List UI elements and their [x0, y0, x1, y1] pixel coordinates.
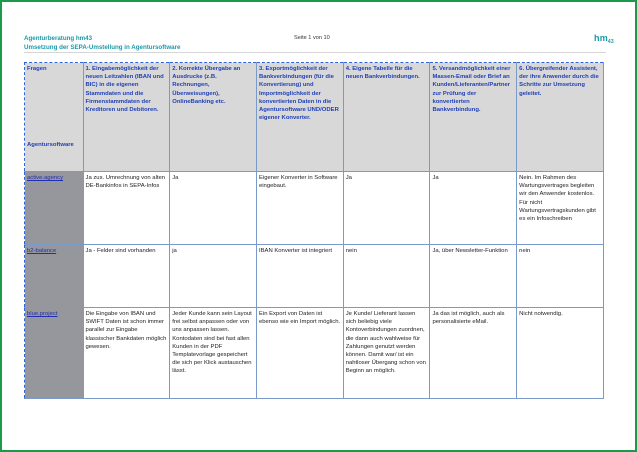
table-cell: Die Eingabe von IBAN und SWIFT Daten ist schon immer parallel zur Eingabe klassischer Bankdaten möglich gewesen.: [83, 308, 170, 399]
table-cell: Nicht notwendig.: [517, 308, 604, 399]
table-cell: Nein. Im Rahmen des Wartungsvertrages begleiten wir den Anwender kostenlos. Für nicht Wartungsvertragskunden gibt es ein Infoschreiben: [517, 172, 604, 245]
header-cell-questions: [25, 63, 84, 172]
table-row: [25, 172, 604, 245]
header-cell-6: 6. Übergreifender Assistent, der ihre Anwender durch die Schritte zur Umsetzung geleitet.: [517, 63, 604, 172]
header-cell-4: 4. Eigene Tabelle für die neuen Bankverbindungen.: [343, 63, 430, 172]
table-cell: nein: [517, 245, 604, 308]
table-cell: Ein Export von Daten ist ebenso wie ein Import möglich.: [256, 308, 343, 399]
table-cell: Ja - Felder sind vorhanden: [83, 245, 170, 308]
software-link-blue-project[interactable]: blue.project: [27, 311, 58, 317]
header-cell-1: 1. Eingabemöglichkeit der neuen Leitzahlen (IBAN und BIC) in die eigenen Stammdaten und die Firmenstammdaten der Kreditoren und Debitoren.: [83, 63, 170, 172]
hm43-logo: [594, 33, 614, 45]
header-cell-2: 2. Korrekte Übergabe an Ausdrucke (z.B. Rechnungen, Überweisungen), OnlineBanking etc.: [170, 63, 257, 172]
table-row: [25, 245, 604, 308]
document-header: [24, 34, 180, 52]
header-company: Agenturberatung hm43: [24, 35, 93, 42]
table-cell: Ja, über Newsletter-Funktion: [430, 245, 517, 308]
logo-sub: 43: [607, 39, 614, 45]
table-cell: Je Kunde/ Lieferant lassen sich beliebig viele Kontoverbindungen zuordnen, die dann auch wahlweise für Zahlungen genutzt werden können. Damit war/ ist ein nahtloser Übergang schon von Beginn an möglich.: [343, 308, 430, 399]
software-name-cell: [25, 308, 84, 399]
table-cell: Ja das ist möglich, auch als personalisierte eMail.: [430, 308, 517, 399]
table-cell: nein: [343, 245, 430, 308]
logo-main: hm: [594, 33, 608, 43]
comparison-table: [24, 62, 604, 399]
table-header-row: [25, 63, 604, 172]
table-cell: IBAN Konverter ist integriert: [256, 245, 343, 308]
software-name-cell: [25, 245, 84, 308]
table-cell: Ja: [343, 172, 430, 245]
header-cell-5: 5. Versandmöglichkeit einer Massen-Email oder Brief an Kunden/Lieferanten/Partner zur Prüfung der konvertierten Bankverbindung.: [430, 63, 517, 172]
software-name-cell: [25, 172, 84, 245]
table-cell: Ja zus. Umrechnung von alten DE-Bankinfos in SEPA-Infos: [83, 172, 170, 245]
header-subtitle: Umsetzung der SEPA-Umstellung in Agentursoftware: [24, 44, 181, 51]
software-link-active-agency[interactable]: active.agency: [27, 175, 64, 181]
table-row: [25, 308, 604, 399]
page-number: Seite 1 von 10: [294, 35, 330, 41]
table-cell: Ja: [430, 172, 517, 245]
software-link-b2-balance[interactable]: b2-balance: [27, 248, 57, 254]
table-cell: Jeder Kunde kann sein Layout frei selbst anpassen oder von uns anpassen lassen. Kontodaten sind bei fast allen Kunden in der PDF Templatevorlage gespeichert die sich per Klick austauschen lässt.: [170, 308, 257, 399]
header-cell-3: 3. Exportmöglichkeit der Bankverbindungen (für die Konvertierung) und Importmöglichkeit der konvertierten Daten in die Agentursoftware UND/ODER eigener Konverter.: [256, 63, 343, 172]
header-divider: [24, 52, 606, 53]
table-cell: Ja: [170, 172, 257, 245]
header-software-label: Agentursoftware: [27, 141, 74, 148]
table-cell: ja: [170, 245, 257, 308]
table-cell: Eigener Konverter in Software eingebaut.: [256, 172, 343, 245]
header-questions-label: Fragen: [27, 66, 47, 72]
